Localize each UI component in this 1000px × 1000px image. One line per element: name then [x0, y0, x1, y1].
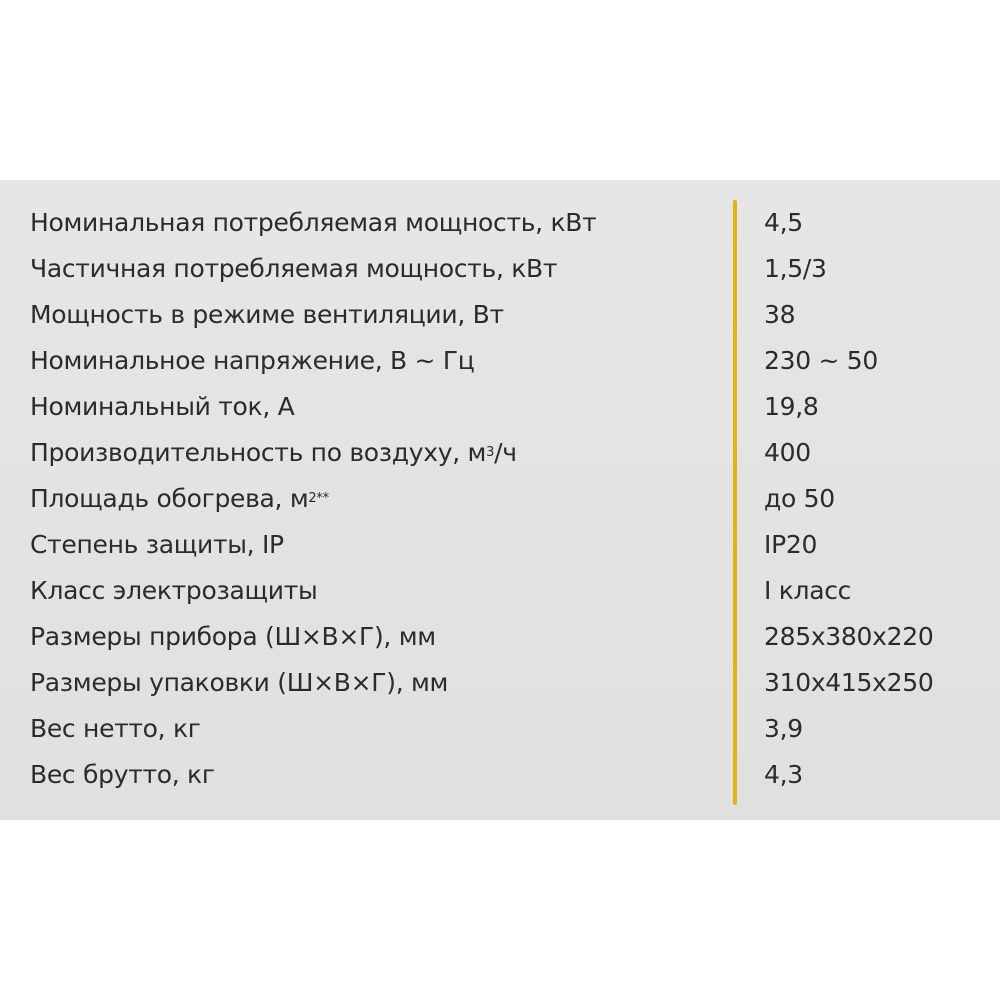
spec-label: Номинальный ток, А [30, 392, 295, 421]
spec-value: 38 [764, 300, 796, 329]
spec-value: до 50 [764, 484, 835, 513]
spec-value: 4,3 [764, 760, 803, 789]
spec-label: Вес брутто, кг [30, 760, 215, 789]
spec-value: IP20 [764, 530, 818, 559]
spec-label: Частичная потребляемая мощность, кВт [30, 254, 558, 283]
spec-label: Класс электрозащиты [30, 576, 318, 605]
spec-row-rated-power [0, 200, 1000, 246]
spec-row-rated-voltage [0, 338, 1000, 384]
spec-value: 285x380x220 [764, 622, 934, 651]
spec-label-superscript: 2** [308, 491, 329, 506]
spec-label: Номинальное напряжение, В ~ Гц [30, 346, 475, 375]
spec-label [30, 476, 329, 522]
spec-label-superscript: 3 [486, 445, 495, 460]
spec-label: Мощность в режиме вентиляции, Вт [30, 300, 504, 329]
spec-value: 400 [764, 438, 811, 467]
spec-row-protection-degree [0, 522, 1000, 568]
spec-row-gross-weight [0, 752, 1000, 798]
spec-label: Вес нетто, кг [30, 714, 201, 743]
spec-row-partial-power [0, 246, 1000, 292]
spec-label-text: Производительность по воздуху, м [30, 438, 487, 467]
spec-value: 3,9 [764, 714, 803, 743]
spec-value: 230 ~ 50 [764, 346, 878, 375]
spec-row-rated-current [0, 384, 1000, 430]
spec-label: Размеры упаковки (Ш×В×Г), мм [30, 668, 449, 697]
spec-value: 4,5 [764, 208, 803, 237]
spec-label: Номинальная потребляемая мощность, кВт [30, 208, 597, 237]
spec-row-device-dimensions [0, 614, 1000, 660]
spec-value: 310x415x250 [764, 668, 934, 697]
spec-row-airflow [0, 430, 1000, 476]
spec-label-text: Площадь обогрева, м [30, 484, 309, 513]
spec-label [30, 430, 517, 476]
spec-value: 19,8 [764, 392, 819, 421]
spec-row-net-weight [0, 706, 1000, 752]
spec-value: I класс [764, 576, 852, 605]
spec-row-electrical-protection-class [0, 568, 1000, 614]
spec-label: Размеры прибора (Ш×В×Г), мм [30, 622, 436, 651]
spec-label-suffix: /ч [494, 438, 517, 467]
spec-row-ventilation-power [0, 292, 1000, 338]
spec-row-package-dimensions [0, 660, 1000, 706]
spec-value: 1,5/3 [764, 254, 827, 283]
spec-row-heating-area [0, 476, 1000, 522]
spec-label: Степень защиты, IP [30, 530, 284, 559]
